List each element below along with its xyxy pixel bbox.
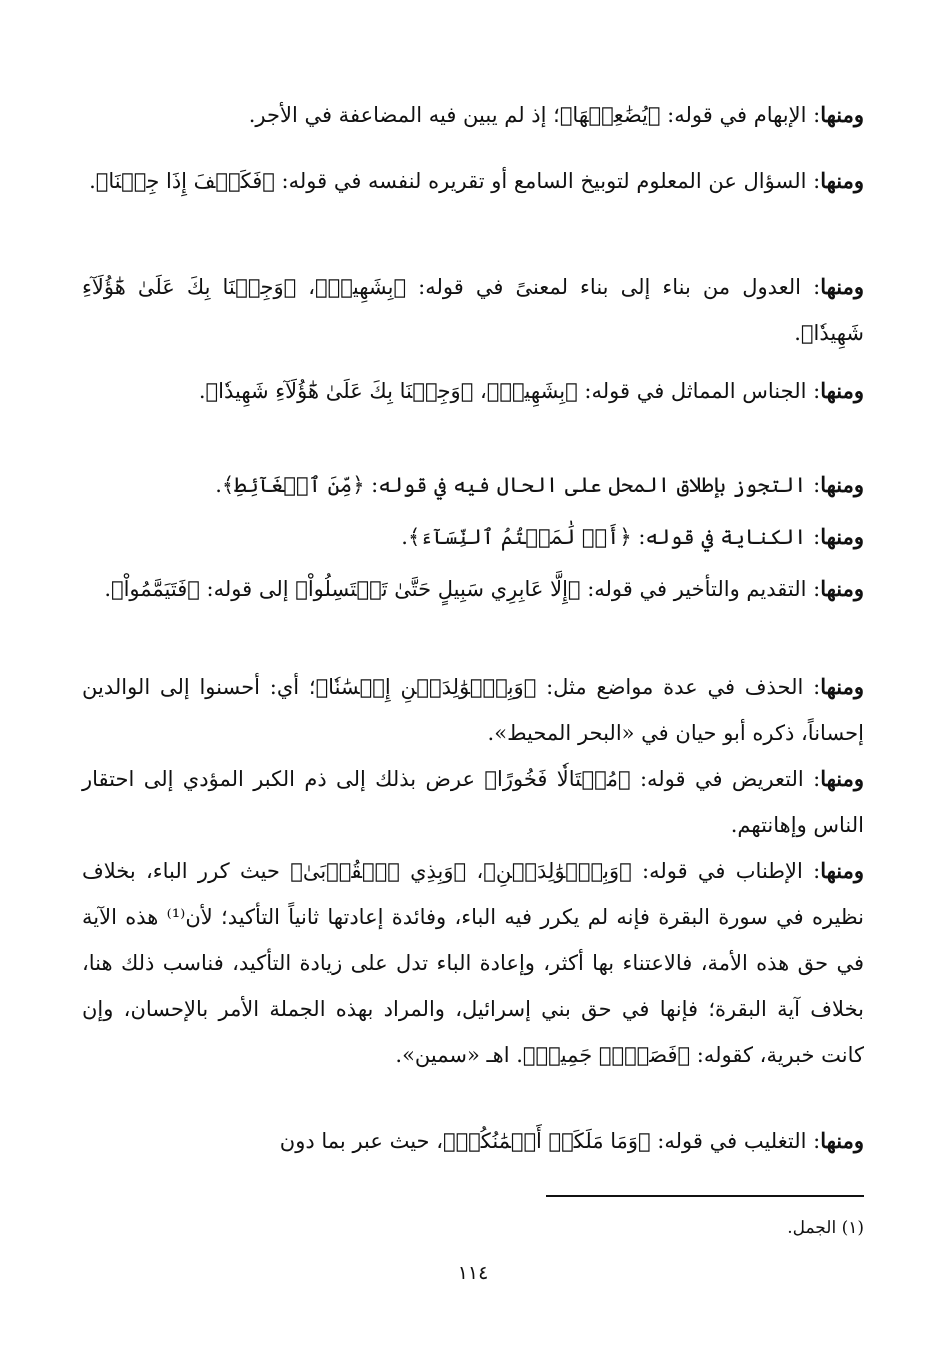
paragraph-lead: ومنها <box>820 378 864 403</box>
page-number: ١١٤ <box>457 1262 489 1284</box>
paragraph-text: : التجوز بإطلاق المحل على الحال فيه في قوله: ﴿مِّنَ ٱلۡغَآئِطِ﴾. <box>215 473 821 497</box>
paragraph-text: : التغليب في قوله: ﴿وَمَا مَلَكَتۡ أَيۡمَٰنُكُمۡ﴾، حيث عبر بما دون <box>279 1129 821 1153</box>
paragraph <box>82 1118 864 1164</box>
paragraph-text: : التعريض في قوله: ﴿مُخۡتَالٗا فَخُورًا﴾ عرض بذلك إلى ذم الكبر المؤدي إلى احتقار الناس وإهانتهم. <box>82 767 864 837</box>
paragraph <box>82 462 864 508</box>
paragraph-lead: ومنها <box>820 576 864 601</box>
paragraph-text: : الإبهام في قوله: ﴿يُضَٰعِفۡهَا﴾؛ إذ لم يبين فيه المضاعفة في الأجر. <box>248 103 821 127</box>
paragraph <box>82 514 864 560</box>
paragraph-lead: ومنها <box>820 274 864 299</box>
paragraph-lead: ومنها <box>820 858 864 883</box>
paragraph-text: : الجناس المماثل في قوله: ﴿بِشَهِيدٖ﴾، ﴿وَجِئۡنَا بِكَ عَلَىٰ هَٰٓؤُلَآءِ شَهِيدٗا﴾. <box>198 379 821 403</box>
paragraph <box>82 756 864 848</box>
paragraph <box>82 158 864 204</box>
footnote: (١) الجمل. <box>787 1218 864 1238</box>
paragraph-lead: ومنها <box>820 524 864 549</box>
paragraph <box>82 566 864 612</box>
paragraph-text: : التقديم والتأخير في قوله: ﴿إِلَّا عَابِرِي سَبِيلٍ حَتَّىٰ تَغۡتَسِلُواْ﴾ إلى قوله: ﴿فَتَيَمَّمُواْ﴾. <box>104 577 821 601</box>
paragraph-lead: ومنها <box>820 168 864 193</box>
paragraph <box>82 664 864 756</box>
paragraph <box>82 264 864 356</box>
paragraph-text: : الإطناب في قوله: ﴿وَبِٱلۡوَٰلِدَيۡنِ﴾، ﴿وَبِذِي ٱلۡقُرۡبَىٰ﴾ حيث كرر الباء، بخلاف نظيره في سورة البقرة فإنه لم يكرر فيه الباء، وفائدة إعادتها ثانياً التأكيد؛ لأن⁽¹⁾ هذه الآية في حق هذه الأمة، فالاعتناء بها أكثر، وإعادة الباء تدل على زيادة التأكيد، فناسب ذلك هنا، بخلاف آية البقرة؛ فإنها في حق بني إسرائيل، والمراد بهذه الجملة الأمر بالإحسان، وإن كانت خبرية، كقوله: ﴿فَصَبۡرٞ جَمِيلٞ﴾. اهـ «سمين». <box>82 859 864 1067</box>
paragraph-text: : الكناية في قوله: ﴿أَوۡ لَٰمَسۡتُمُ ٱلنِّسَآءَ﴾. <box>401 525 821 549</box>
paragraph-text: : الحذف في عدة مواضع مثل: ﴿وَبِٱلۡوَٰلِدَيۡنِ إِحۡسَٰنٗا﴾؛ أي: أحسنوا إلى الوالدين إحساناً، ذكره أبو حيان في «البحر المحيط». <box>82 675 864 745</box>
paragraph-lead: ومنها <box>820 1128 864 1153</box>
paragraph-lead: ومنها <box>820 102 864 127</box>
paragraph-lead: ومنها <box>820 472 864 497</box>
paragraph <box>82 848 864 1078</box>
paragraph <box>82 92 864 138</box>
paragraph-text: : السؤال عن المعلوم لتوبيخ السامع أو تقريره لنفسه في قوله: ﴿فَكَيۡفَ إِذَا جِئۡنَا﴾. <box>89 169 821 193</box>
paragraph <box>82 368 864 414</box>
paragraph-text: : العدول من بناء إلى بناء لمعنىً في قوله: ﴿بِشَهِيدٖ﴾، ﴿وَجِئۡنَا بِكَ عَلَىٰ هَٰٓؤُلَآءِ شَهِيدٗا﴾. <box>82 275 864 345</box>
footnote-divider <box>546 1195 864 1197</box>
paragraph-lead: ومنها <box>820 766 864 791</box>
paragraph-lead: ومنها <box>820 674 864 699</box>
